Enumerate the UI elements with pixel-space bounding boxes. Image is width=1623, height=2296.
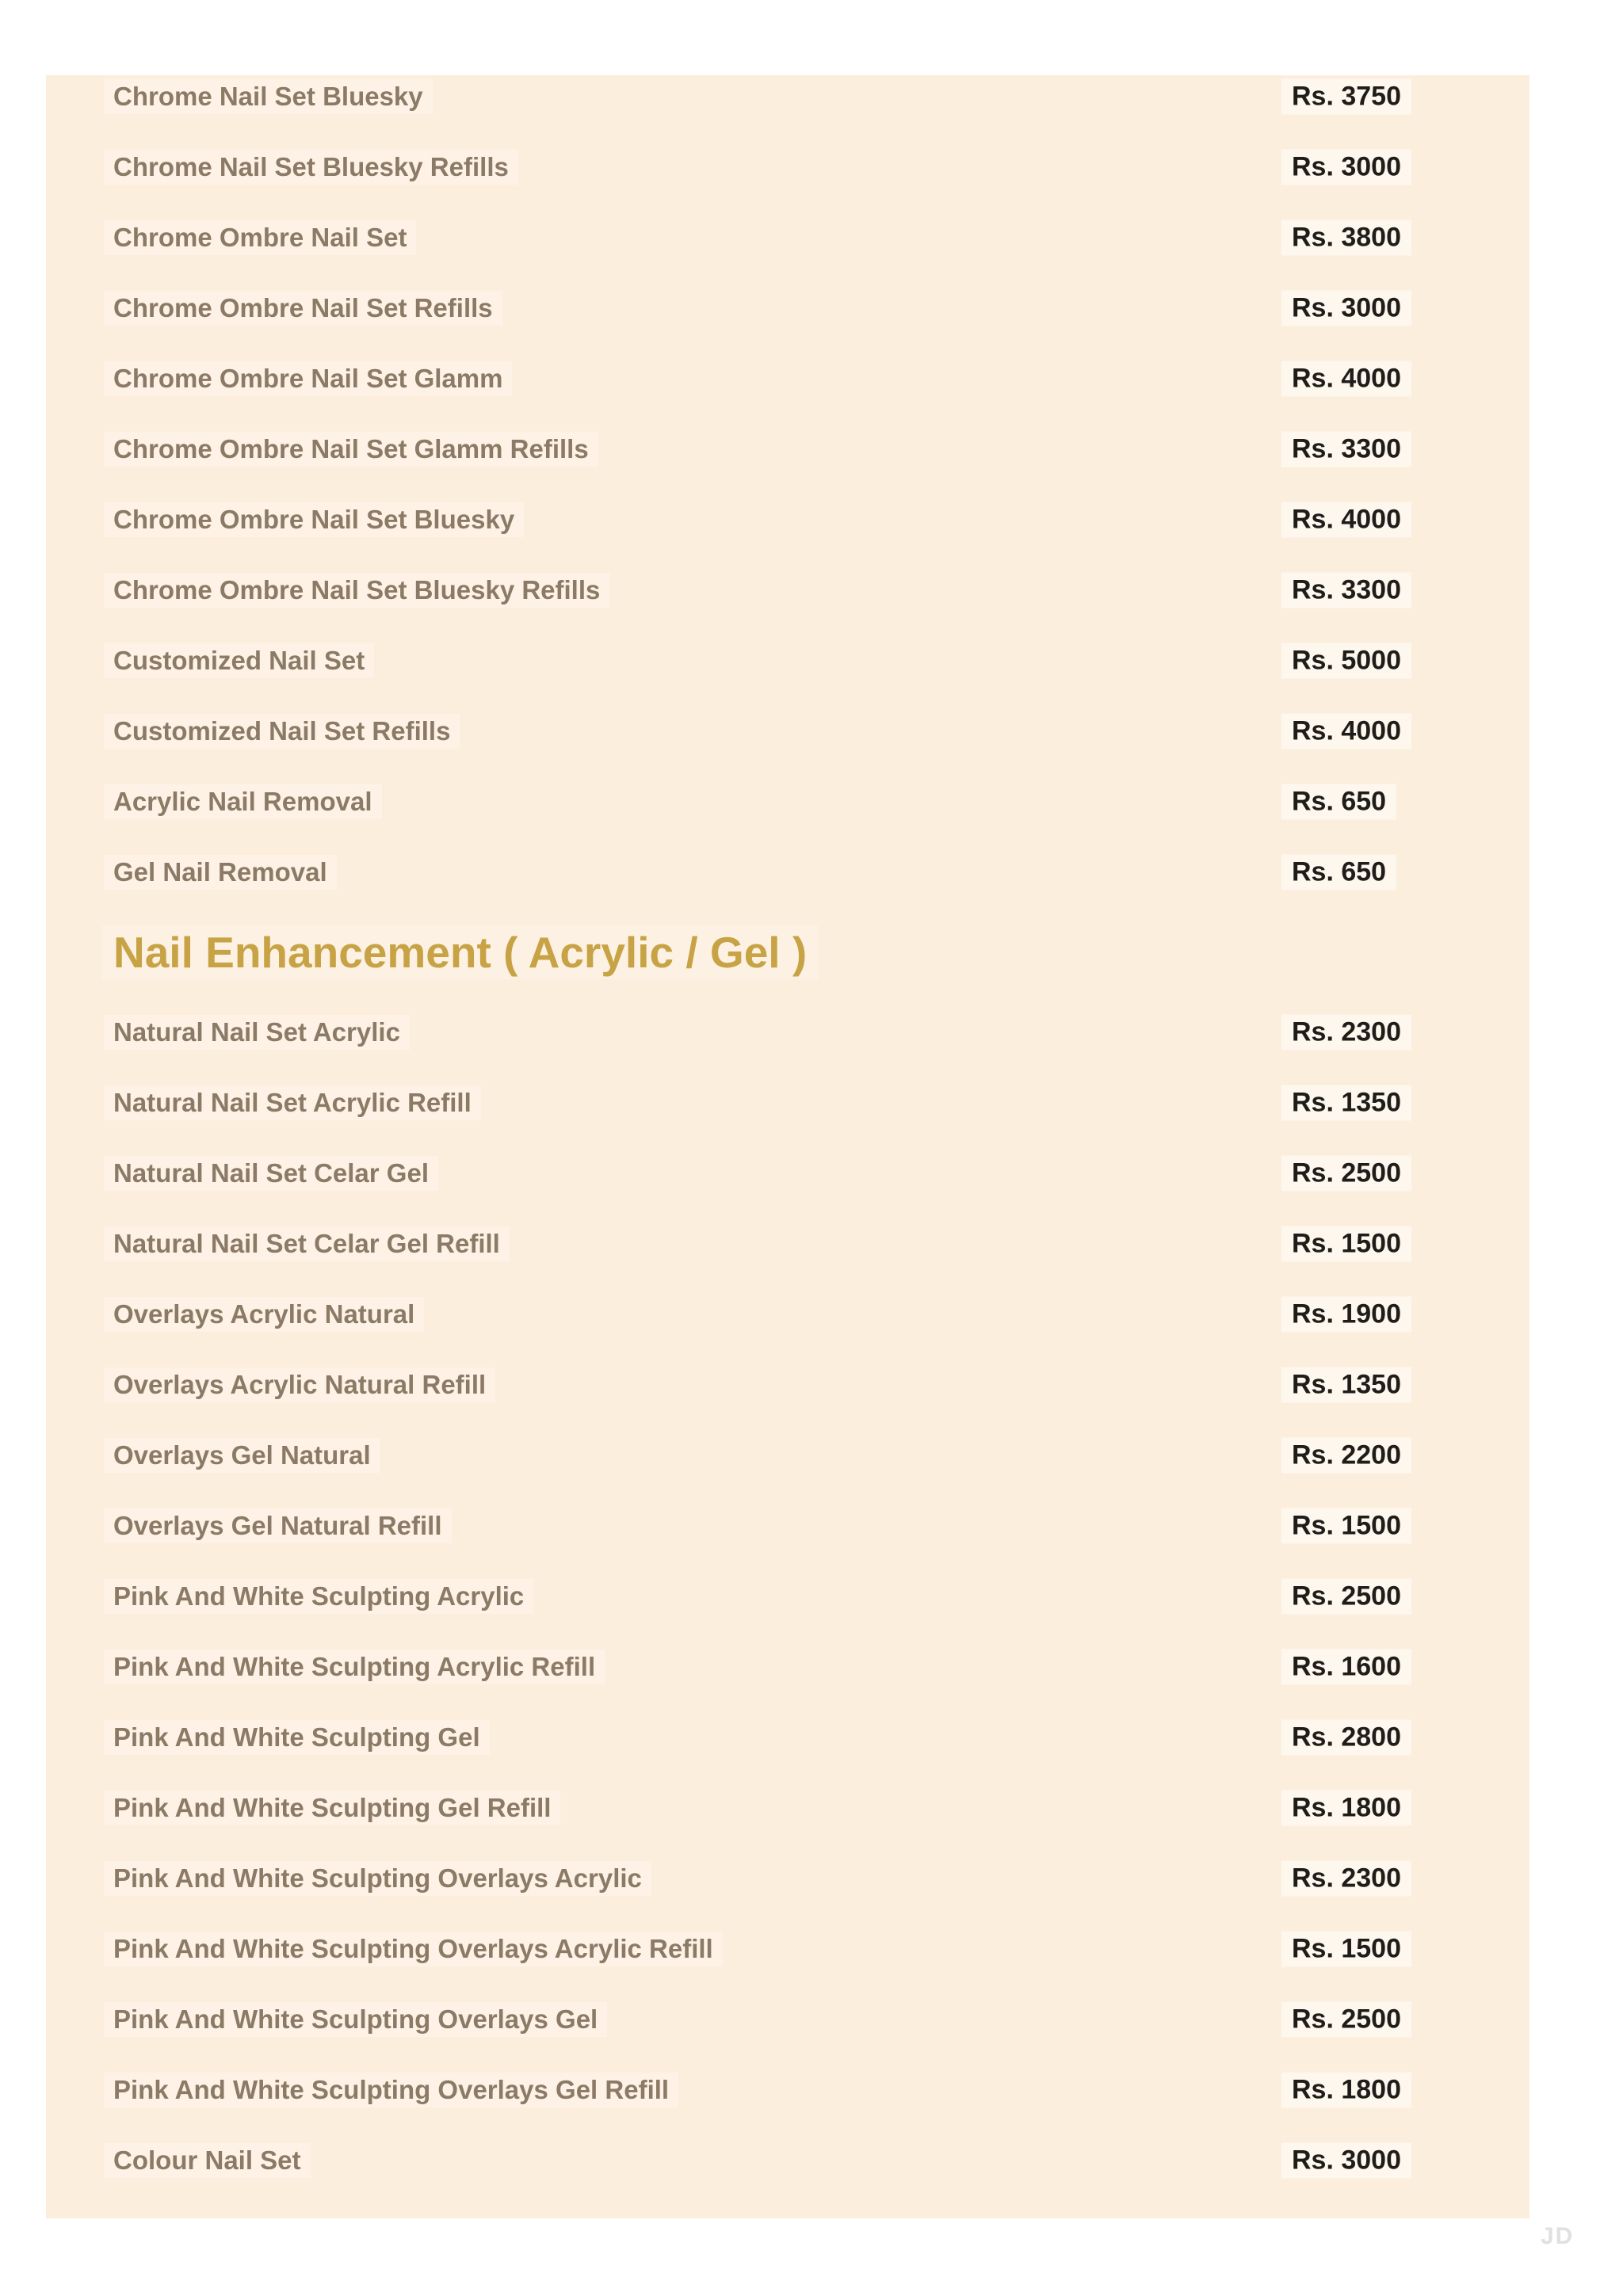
menu-item-price: Rs. 650 [1281,784,1396,819]
menu-item-name: Natural Nail Set Acrylic Refill [104,1085,481,1120]
menu-item-name: Chrome Ombre Nail Set Bluesky [104,502,524,537]
menu-item-row [46,1984,1529,2054]
menu-item-row [46,1913,1529,1984]
menu-item-row [46,414,1529,484]
menu-item-row [46,1561,1529,1631]
menu-item-row [46,1420,1529,1490]
menu-item-row [46,555,1529,625]
menu-item-name: Overlays Acrylic Natural Refill [104,1367,495,1402]
menu-item-name: Pink And White Sculpting Overlays Gel [104,2002,607,2037]
menu-item-row [46,132,1529,202]
menu-item-price: Rs. 1350 [1281,1085,1411,1120]
menu-item-name: Acrylic Nail Removal [104,784,382,819]
menu-item-name: Chrome Ombre Nail Set Glamm [104,361,512,396]
menu-item-price: Rs. 3300 [1281,431,1411,467]
menu-item-row [46,997,1529,1067]
menu-item-row [46,1702,1529,1772]
menu-section [46,997,1529,2195]
menu-item-price: Rs. 5000 [1281,643,1411,678]
menu-item-name: Natural Nail Set Acrylic [104,1015,410,1050]
menu-item-row [46,1208,1529,1279]
menu-item-name: Pink And White Sculpting Acrylic [104,1579,533,1614]
menu-item-name: Overlays Gel Natural [104,1438,380,1473]
menu-list [46,75,1529,2195]
menu-item-row [46,75,1529,132]
menu-item-row [46,696,1529,766]
menu-item-price: Rs. 1600 [1281,1649,1411,1684]
menu-item-row [46,202,1529,273]
menu-item-price: Rs. 2300 [1281,1014,1411,1050]
menu-item-price: Rs. 2800 [1281,1719,1411,1755]
menu-item-name: Chrome Ombre Nail Set Refills [104,291,502,326]
menu-item-price: Rs. 3000 [1281,149,1411,185]
menu-item-price: Rs. 2300 [1281,1860,1411,1896]
menu-item-name: Pink And White Sculpting Overlays Acrylic [104,1861,651,1896]
menu-item-name: Pink And White Sculpting Gel Refill [104,1791,560,1825]
menu-item-name: Chrome Nail Set Bluesky [104,79,433,114]
menu-item-row [46,625,1529,696]
menu-item-row [46,2125,1529,2195]
menu-item-name: Customized Nail Set Refills [104,714,460,749]
menu-item-price: Rs. 4000 [1281,713,1411,749]
menu-item-name: Natural Nail Set Celar Gel Refill [104,1226,510,1261]
section-heading: Nail Enhancement ( Acrylic / Gel ) [102,925,818,979]
menu-item-name: Pink And White Sculpting Overlays Gel Refill [104,2073,678,2107]
menu-item-name: Chrome Ombre Nail Set Bluesky Refills [104,573,609,608]
jd-watermark: JD [1541,2223,1575,2249]
menu-item-price: Rs. 2500 [1281,1155,1411,1191]
menu-item-price: Rs. 1500 [1281,1931,1411,1966]
menu-item-price: Rs. 2200 [1281,1437,1411,1473]
menu-item-name: Pink And White Sculpting Overlays Acrylic Refill [104,1932,723,1966]
menu-item-price: Rs. 1800 [1281,1790,1411,1825]
menu-item-row [46,837,1529,907]
menu-item-row [46,1843,1529,1913]
menu-item-name: Gel Nail Removal [104,855,337,890]
menu-item-price: Rs. 1350 [1281,1367,1411,1402]
menu-item-row [46,2054,1529,2125]
menu-item-price: Rs. 1500 [1281,1508,1411,1543]
menu-item-price: Rs. 1800 [1281,2072,1411,2107]
menu-item-name: Pink And White Sculpting Acrylic Refill [104,1650,605,1684]
menu-item-name: Chrome Ombre Nail Set [104,220,416,255]
menu-item-row [46,766,1529,837]
menu-item-price: Rs. 3800 [1281,219,1411,255]
menu-item-row [46,1772,1529,1843]
menu-item-row [46,343,1529,414]
menu-item-name: Chrome Nail Set Bluesky Refills [104,150,518,185]
menu-item-price: Rs. 650 [1281,854,1396,890]
menu-section [46,75,1529,907]
menu-item-name: Chrome Ombre Nail Set Glamm Refills [104,432,598,467]
menu-item-row [46,1349,1529,1420]
menu-item-price: Rs. 1500 [1281,1226,1411,1261]
menu-item-row [46,1138,1529,1208]
menu-item-name: Overlays Gel Natural Refill [104,1508,452,1543]
menu-item-price: Rs. 4000 [1281,502,1411,537]
menu-item-name: Overlays Acrylic Natural [104,1297,424,1332]
menu-item-row [46,1490,1529,1561]
menu-item-price: Rs. 3750 [1281,78,1411,114]
menu-item-price: Rs. 4000 [1281,360,1411,396]
menu-item-price: Rs. 2500 [1281,2001,1411,2037]
menu-item-row [46,1631,1529,1702]
menu-item-price: Rs. 3300 [1281,572,1411,608]
menu-item-price: Rs. 3000 [1281,290,1411,326]
menu-item-name: Pink And White Sculpting Gel [104,1720,490,1755]
menu-item-name: Colour Nail Set [104,2143,311,2178]
menu-item-name: Natural Nail Set Celar Gel [104,1156,438,1191]
price-list-panel [46,75,1529,2218]
menu-item-row [46,1279,1529,1349]
menu-item-price: Rs. 3000 [1281,2142,1411,2178]
menu-item-name: Customized Nail Set [104,643,374,678]
menu-item-price: Rs. 2500 [1281,1578,1411,1614]
menu-item-row [46,273,1529,343]
section-heading-row [46,907,1529,997]
menu-item-row [46,484,1529,555]
menu-item-row [46,1067,1529,1138]
menu-item-price: Rs. 1900 [1281,1296,1411,1332]
